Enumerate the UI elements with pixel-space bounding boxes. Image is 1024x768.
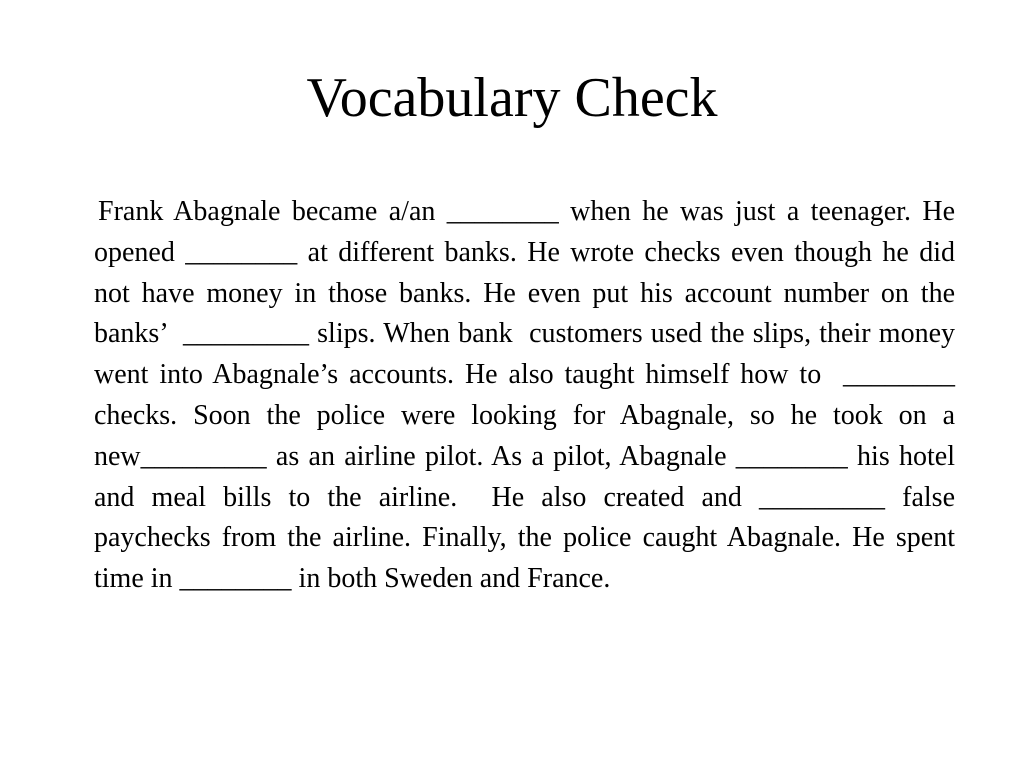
fill-in-the-blank-paragraph: Frank Abagnale became a/an ________ when he was just a teenager. He opened ________ at different banks. He wrote checks even though he did not have money in those banks. He even put his account number on the banks’ _________ slips. When bank customers used the slips, their money went into Abagnale’s accounts. He also taught himself how to ________ checks. Soon the police were looking for Abagnale, so he took on a new_________ as an airline pilot. As a pilot, Abagnale ________ his hotel and meal bills to the airline. He also created and _________ false paychecks from the airline. Finally, the police caught Abagnale. He spent time in ________ in both Sweden and France.	[94, 196, 962, 595]
slide-title: Vocabulary Check	[306, 67, 718, 129]
